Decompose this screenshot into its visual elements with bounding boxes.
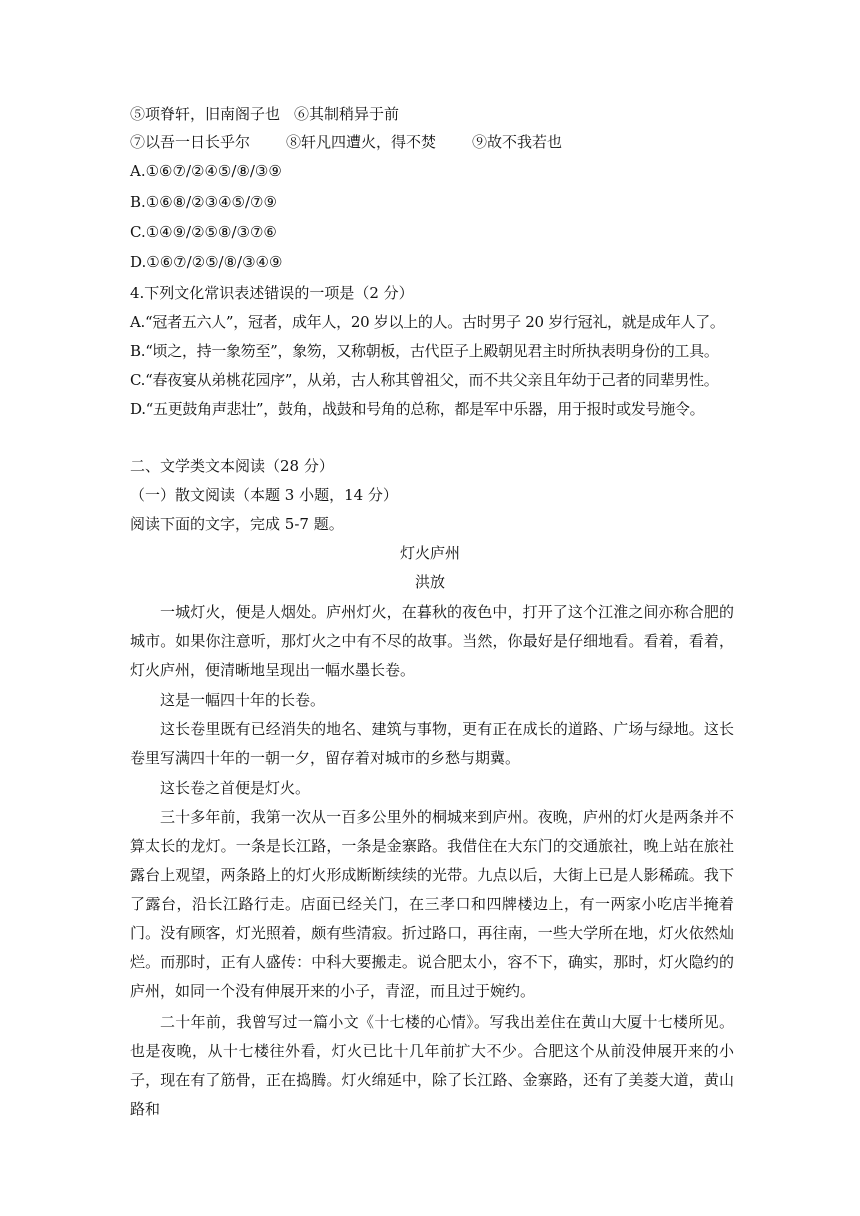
- essay-paragraph-3: 这长卷里既有已经消失的地名、建筑与事物，更有正在成长的道路、广场与绿地。这长卷里写满四十年的一朝一夕，留存着对城市的乡愁与期冀。: [130, 720, 734, 767]
- essay-author: 洪放: [414, 573, 445, 591]
- reading-instruction: 阅读下面的文字，完成 5-7 题。: [130, 515, 344, 533]
- option-8: ⑧轩凡四遭火，得不焚: [286, 133, 437, 151]
- q3-choice-d: D.①⑥⑦/②⑤/⑧/③④⑨: [130, 253, 283, 271]
- option-5: ⑤项脊轩，旧南阁子也: [130, 105, 281, 123]
- q3-choice-c: C.①④⑨/②⑤⑧/③⑦⑥: [130, 223, 277, 241]
- q4-option-d: D.“五更鼓角声悲壮”，鼓角，战鼓和号角的总称，都是军中乐器，用于报时或发号施令。: [130, 400, 705, 418]
- essay-paragraph-4: 这长卷之首便是灯火。: [160, 779, 311, 797]
- q4-question: 4.下列文化常识表述错误的一项是（2 分）: [130, 284, 414, 302]
- q4-option-b: B.“顷之，持一象笏至”，象笏，又称朝板，古代臣子上殿朝见君主时所执表明身份的工具。: [130, 342, 719, 360]
- option-6: ⑥其制稍异于前: [294, 105, 400, 123]
- essay-paragraph-1: 一城灯火，便是人烟处。庐州灯火，在暮秋的夜色中，打开了这个江淮之间亦称合肥的城市。如果你注意听，那灯火之中有不尽的故事。当然，你最好是仔细地看。看着，看着，灯火庐州，便清晰地呈现出一幅水墨长卷。: [130, 603, 734, 679]
- option-7: ⑦以吾一日长乎尔: [130, 133, 251, 151]
- q4-option-c: C.“春夜宴从弟桃花园序”，从弟，古人称其曾祖父，而不共父亲且年幼于己者的同辈男性。: [130, 371, 719, 389]
- q3-choice-b: B.①⑥⑧/②③④⑤/⑦⑨: [130, 193, 277, 211]
- q3-options-line-2: [130, 132, 562, 152]
- q3-options-line-1: [130, 104, 399, 124]
- essay-paragraph-2: 这是一幅四十年的长卷。: [160, 691, 326, 709]
- section-subheading: （一）散文阅读（本题 3 小题，14 分）: [130, 486, 398, 504]
- q4-option-a: A.“冠者五六人”，冠者，成年人，20 岁以上的人。古时男子 20 岁行冠礼，就是成年人了。: [130, 313, 725, 331]
- essay-paragraph-5: 三十多年前，我第一次从一百多公里外的桐城来到庐州。夜晚，庐州的灯火是两条并不算太长的龙灯。一条是长江路，一条是金寨路。我借住在大东门的交通旅社，晚上站在旅社露台上观望，两条路上的灯火形成断断续续的光带。九点以后，大街上已是人影稀疏。我下了露台，沿长江路行走。店面已经关门，在三孝口和四牌楼边上，有一两家小吃店半掩着门。没有顾客，灯光照着，颇有些清寂。折过路口，再往南，一些大学所在地，灯火依然灿烂。而那时，正有人盛传：中科大要搬走。说合肥太小，容不下，确实，那时，灯火隐约的庐州，如同一个没有伸展开来的小子，青涩，而且过于婉约。: [130, 808, 734, 1000]
- essay-paragraph-6: 二十年前，我曾写过一篇小文《十七楼的心情》。写我出差住在黄山大厦十七楼所见。也是夜晚，从十七楼往外看，灯火已比十几年前扩大不少。合肥这个从前没伸展开来的小子，现在有了筋骨，正在捣腾。灯火绵延中，除了长江路、金寨路，还有了美菱大道，黄山路和: [130, 1013, 734, 1118]
- q3-choice-a: A.①⑥⑦/②④⑤/⑧/③⑨: [130, 162, 282, 180]
- essay-title: 灯火庐州: [399, 544, 460, 562]
- section-heading: 二、文学类文本阅读（28 分）: [130, 457, 334, 475]
- option-9: ⑨故不我若也: [472, 133, 563, 151]
